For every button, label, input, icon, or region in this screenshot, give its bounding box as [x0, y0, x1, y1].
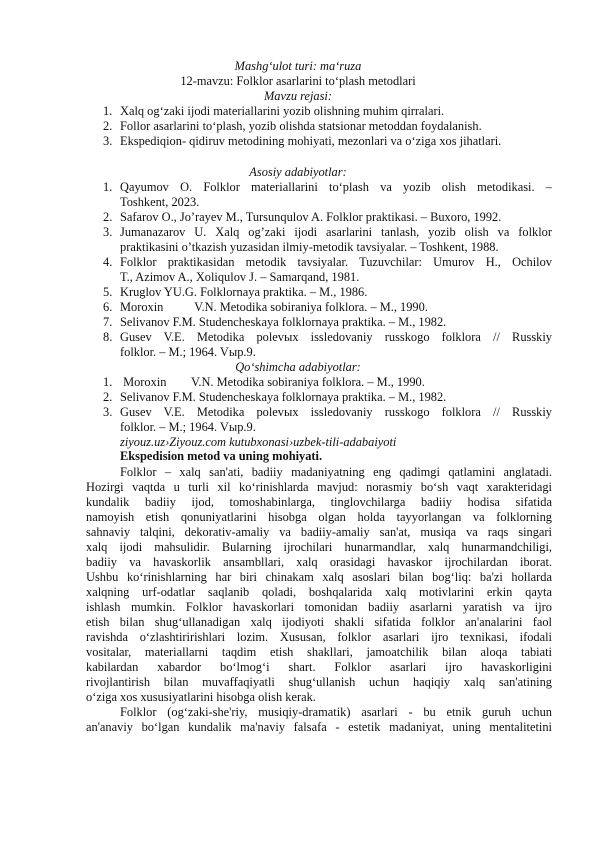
reference-number: 6.	[103, 300, 113, 314]
plan-item	[103, 104, 563, 119]
paragraph-line: vositalar, materiallarni taqdim etish shakllari, jamoatchilik bilan aloqa tabiati	[86, 645, 552, 659]
paragraph-line: namoyish etish qonuniyatlarini hisobga olgan holda tayyorlangan va folklorning	[86, 510, 552, 524]
reference-text: Gusev V.E. Metodika polevых issledovaniy russkogo folklora // Russkiy	[120, 330, 552, 344]
reference-text: Qayumov O. Folklor materiallarini to‘plash va yozib olish metodikasi. –	[120, 180, 552, 194]
paragraph-line: ishlash mumkin. Folklor havaskorlari tomonidan badiiy asarlarni yaratish va ijro	[86, 600, 552, 614]
paragraph-line: badiiy va havaskorlik ansambllari, xalq orasidagi havaskor ijrochilardan iborat.	[86, 555, 552, 569]
reference-text-cont: praktikasini o’tkazish yuzasidan ilmiy-metodik tavsiyalar. – Toshkent, 1988.	[120, 240, 499, 254]
reference-number: 4.	[103, 255, 113, 269]
extra-literature-title: Qo‘shimcha adabiyotlar:	[235, 360, 361, 374]
reference-number: 3.	[103, 405, 113, 419]
reference-number: 2.	[103, 210, 113, 224]
paragraph-line: xalq ijodi mahsulidir. Bularning ijrochilari hunarmandlar, xalq hunarmandchiligi,	[86, 540, 552, 554]
paragraph-line: o‘ziga xos xususiyatlarini hisobga olish kerak.	[86, 690, 316, 704]
reference-number: 2.	[103, 390, 113, 404]
plan-item-text: Follor asarlarini to‘plash, yozib olishda statsionar metoddan foydalanish.	[120, 119, 482, 133]
paragraph-line: etish bilan shug‘ullanadigan xalq ijodiyoti shakli sifatida folklor an'analarini faol	[86, 615, 552, 629]
paragraph-line: xalqning urf-odatlar saqlanib qoladi, boshqalarida xalq motivlarini erkin qayta	[86, 585, 552, 599]
reference-text: Jumanazarov U. Xalq og’zaki ijodi asarlarini tanlash, yozib olish va folklor	[120, 225, 552, 239]
reference-text: Kruglov YU.G. Folklornaya praktika. – M., 1986.	[120, 285, 368, 299]
reference-text: Safarov O., Jo’rayev M., Tursunqulov A. Folklor praktikasi. – Buxoro, 1992.	[120, 210, 502, 224]
reference-text-cont: Toshkent, 2023.	[120, 195, 200, 209]
plan-item	[103, 119, 563, 134]
reference-number: 1.	[103, 375, 113, 389]
plan-item	[103, 134, 563, 149]
paragraph-line: rivojlantirish bilan muvaffaqiyatli shug‘ullanish uchun haqiqiy xalq san'atining	[86, 675, 552, 689]
lesson-topic: 12-mavzu: Folklor asarlarini to‘plash metodlari	[180, 74, 416, 88]
reference-number: 5.	[103, 285, 113, 299]
paragraph-line: ravishda o‘zlashtiririshlari lozim. Xususan, folklor asarlari ijro texnikasi, ifodali	[86, 630, 552, 644]
reference-text: Selivanov F.M. Studencheskaya folklornaya praktika. – M., 1982.	[120, 390, 447, 404]
reference-number: 1.	[103, 180, 113, 194]
main-literature-title: Asosiy adabiyotlar:	[249, 165, 347, 179]
web-source-link[interactable]: ziyouz.uz›Ziyouz.com kutubxonasi›uzbek-tili-adabaiyoti	[120, 435, 397, 449]
reference-number: 3.	[103, 225, 113, 239]
reference-text-cont: folklor. – M.; 1964. Vыр.9.	[120, 345, 256, 359]
plan-item-text: Ekspediqion- qidiruv metodining mohiyati, mezonlari va o‘ziga xos jihatlari.	[120, 134, 502, 148]
paragraph-line: Folklor – xalq san'ati, badiiy madaniyatning eng qadimgi qatlamini anglatadi.	[120, 465, 552, 479]
reference-text-cont: T., Azimov A., Xoliqulov J. – Samarqand, 1981.	[120, 270, 360, 284]
reference-text: Folklor praktikasidan metodik tavsiyalar. Tuzuvchilar: Umurov H., Ochilov	[120, 255, 552, 269]
reference-number: 8.	[103, 330, 113, 344]
paragraph-line: kundalik badiiy ijod, tomoshabinlarga, tinglovchilarga badiiy hodisa sifatida	[86, 495, 552, 509]
plan-item-text: Xalq og‘zaki ijodi materiallarini yozib olishning muhim qirralari.	[120, 104, 445, 118]
plan-item-number: 2.	[103, 119, 113, 133]
reference-text: Moroxin V.N. Metodika sobiraniya folklora. – M., 1990.	[120, 375, 425, 389]
paragraph-line: sahnaviy talqini, dekorativ-amaliy va badiiy-amaliy san'at, musiqa va raqs singari	[86, 525, 552, 539]
paragraph-line: Hozirgi vaqtda u turli xil ko‘rinishlarda mavjud: norasmiy bo‘sh vaqt xarakteridagi	[86, 480, 552, 494]
paragraph-line: kabilardan xabardor bo‘lmog‘i shart. Folklor asarlari ijro havaskorligini	[86, 660, 552, 674]
plan-item-number: 3.	[103, 134, 113, 148]
reference-text: Selivanov F.M. Studencheskaya folklornaya praktika. – M., 1982.	[120, 315, 447, 329]
reference-text: Moroxin V.N. Metodika sobiraniya folklora. – M., 1990.	[120, 300, 428, 314]
reference-text-cont: folklor. – M.; 1964. Vыр.9.	[120, 420, 256, 434]
reference-text: Gusev V.E. Metodika polevых issledovaniy russkogo folklora // Russkiy	[120, 405, 552, 419]
plan-title: Mavzu rejasi:	[263, 89, 333, 103]
paragraph-line: Ushbu ko‘rinishlarning har biri chinakam xalq asoslari bilan bog‘liq: ba'zi hollarda	[86, 570, 552, 584]
plan-item-number: 1.	[103, 104, 113, 118]
lesson-type: Mashg‘ulot turi: ma‘ruza	[234, 59, 362, 73]
paragraph-line: an'anaviy bo‘lgan kundalik ma'naviy falsafa - estetik madaniyat, uning mentalitetini	[86, 720, 552, 734]
paragraph-line: Folklor (og‘zaki-she'riy, musiqiy-dramatik) asarlari - bu etnik guruh uchun	[120, 705, 552, 719]
reference-number: 7.	[103, 315, 113, 329]
section-title: Ekspedision metod va uning mohiyati.	[120, 449, 323, 463]
